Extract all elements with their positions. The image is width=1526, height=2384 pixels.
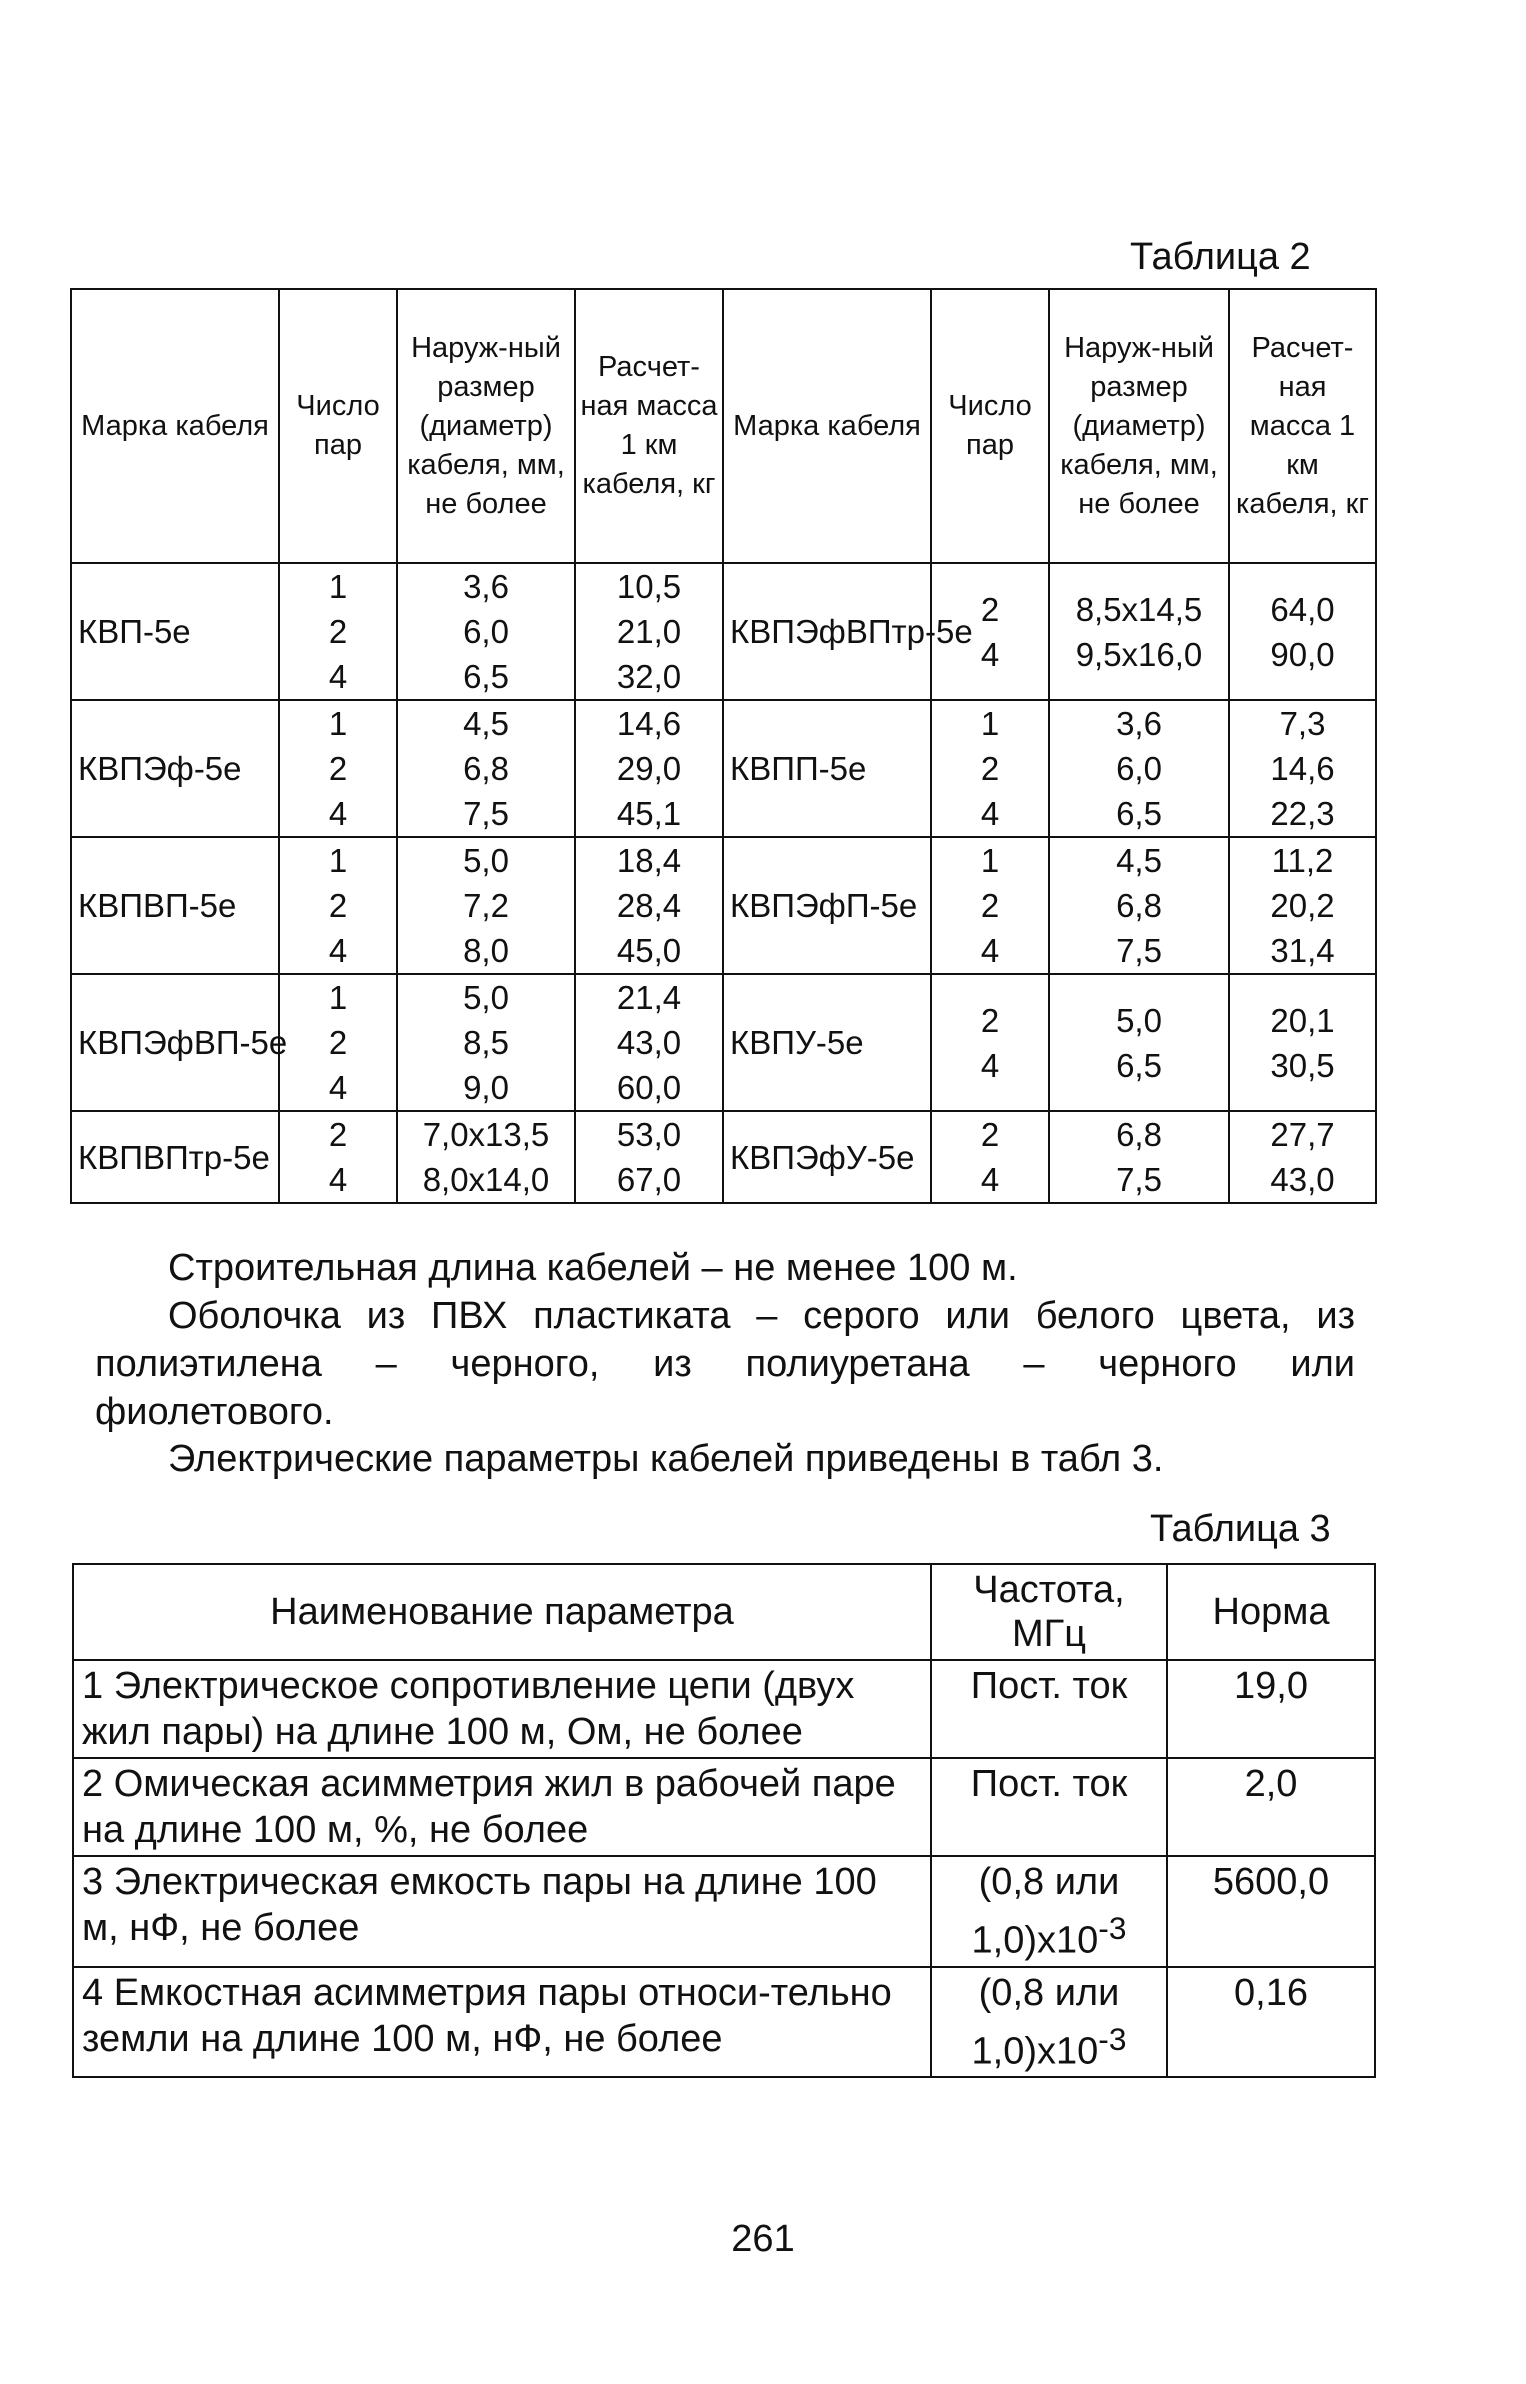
param-norm: 2,0 <box>1167 1758 1375 1856</box>
pair-count: 4 <box>980 932 1000 969</box>
frequency-exponent: -3 <box>1098 1910 1127 1946</box>
cable-brand: КВПЭфУ-5е <box>723 1111 931 1203</box>
pair-count-cell <box>279 1111 397 1203</box>
calc-mass: 21,0 <box>616 613 682 650</box>
outer-size: 7,2 <box>463 887 509 924</box>
header-frequency: Частота, МГц <box>931 1564 1167 1660</box>
pair-count: 1 <box>328 705 348 742</box>
calc-mass-cell <box>575 837 723 974</box>
calc-mass-cell <box>575 1111 723 1203</box>
outer-size: 6,0 <box>463 613 509 650</box>
calc-mass-cell <box>575 700 723 837</box>
pair-count: 2 <box>328 613 348 650</box>
outer-size: 9,0 <box>463 1069 509 1106</box>
header-pairs: Число пар <box>279 289 397 563</box>
pair-count: 4 <box>980 1161 1000 1198</box>
cable-brand: КВПП-5е <box>723 700 931 837</box>
frequency-value: (0,8 или 1,0)х10 <box>971 1971 1120 2073</box>
calc-mass: 27,7 <box>1270 1116 1335 1153</box>
outer-size-cell <box>1049 563 1229 700</box>
header-size: Наруж-ный размер (диаметр) кабеля, мм, не более <box>1049 289 1229 563</box>
pair-count: 1 <box>328 842 348 879</box>
cable-brand: КВПВПтр-5е <box>71 1111 279 1203</box>
outer-size: 8,0х14,0 <box>422 1161 550 1198</box>
param-name: 4 Емкостная асимметрия пары относи-тельно земли на длине 100 м, нФ, не более <box>73 1967 931 2078</box>
table3-caption: Таблица 3 <box>1150 1508 1331 1550</box>
header-param-name: Наименование параметра <box>73 1564 931 1660</box>
calc-mass: 32,0 <box>616 658 682 695</box>
pair-count: 4 <box>328 1069 348 1106</box>
table2-header-row <box>71 289 1376 563</box>
frequency-value: (0,8 или 1,0)х10 <box>971 1861 1120 1962</box>
pair-count-cell <box>279 700 397 837</box>
param-name: 3 Электрическая емкость пары на длине 100 м, нФ, не более <box>73 1856 931 1967</box>
calc-mass: 14,6 <box>1270 750 1335 787</box>
calc-mass: 30,5 <box>1270 1046 1335 1084</box>
outer-size-cell <box>1049 700 1229 837</box>
outer-size: 5,0 <box>1116 1001 1162 1039</box>
table2-caption: Таблица 2 <box>1130 236 1311 278</box>
header-brand: Марка кабеля <box>723 289 931 563</box>
table-row <box>73 1758 1375 1856</box>
pair-count: 1 <box>328 568 348 605</box>
cable-brand: КВПЭфВПтр-5е <box>723 563 931 700</box>
outer-size: 6,0 <box>1116 750 1162 787</box>
header-norm: Норма <box>1167 1564 1375 1660</box>
calc-mass: 28,4 <box>616 887 682 924</box>
calc-mass: 53,0 <box>616 1116 682 1153</box>
pair-count: 2 <box>980 1116 1000 1153</box>
pair-count-cell <box>931 700 1049 837</box>
outer-size: 5,0 <box>463 842 509 879</box>
outer-size: 6,5 <box>1116 1046 1162 1084</box>
pair-count-cell <box>931 837 1049 974</box>
outer-size-cell <box>397 700 575 837</box>
paragraph-sheath <box>95 1292 1355 1436</box>
pair-count-cell <box>279 563 397 700</box>
calc-mass: 14,6 <box>616 705 682 742</box>
outer-size-cell <box>1049 1111 1229 1203</box>
calc-mass-cell <box>575 563 723 700</box>
outer-size: 8,5х14,5 <box>1075 590 1203 628</box>
pair-count: 2 <box>328 750 348 787</box>
calc-mass-cell <box>1229 974 1376 1111</box>
outer-size: 6,5 <box>1116 795 1162 832</box>
outer-size: 7,5 <box>1116 932 1162 969</box>
param-frequency <box>931 1967 1167 2078</box>
outer-size: 7,0х13,5 <box>422 1116 550 1153</box>
paragraph-line: полиэтилена – черного, из полиуретана – черного или <box>95 1343 1355 1385</box>
header-brand: Марка кабеля <box>71 289 279 563</box>
outer-size-cell <box>1049 837 1229 974</box>
pair-count: 1 <box>328 979 348 1016</box>
calc-mass: 22,3 <box>1270 795 1335 832</box>
pair-count: 2 <box>328 1024 348 1061</box>
param-name: 2 Омическая асимметрия жил в рабочей паре на длине 100 м, %, не более <box>73 1758 931 1856</box>
outer-size: 6,8 <box>463 750 509 787</box>
frequency-exponent: -3 <box>1098 2020 1127 2057</box>
outer-size-cell <box>397 837 575 974</box>
param-frequency: Пост. ток <box>931 1660 1167 1758</box>
outer-size-cell <box>397 563 575 700</box>
outer-size-cell <box>397 974 575 1111</box>
calc-mass: 31,4 <box>1270 932 1335 969</box>
outer-size: 6,5 <box>463 658 509 695</box>
calc-mass: 45,1 <box>616 795 682 832</box>
table-row <box>71 1111 1376 1203</box>
outer-size: 6,8 <box>1116 1116 1162 1153</box>
outer-size: 3,6 <box>463 568 509 605</box>
table-row <box>71 563 1376 700</box>
calc-mass-cell <box>1229 563 1376 700</box>
outer-size-cell <box>1049 974 1229 1111</box>
paragraph-line: фиолетового. <box>95 1391 334 1433</box>
pair-count-cell <box>279 837 397 974</box>
calc-mass: 90,0 <box>1270 635 1335 673</box>
header-size: Наруж-ный размер (диаметр) кабеля, мм, не более <box>397 289 575 563</box>
cable-specs-table <box>70 288 1377 1204</box>
cable-brand: КВПЭфП-5е <box>723 837 931 974</box>
pair-count: 4 <box>980 635 1000 673</box>
calc-mass-cell <box>1229 1111 1376 1203</box>
paragraph-electrical: Электрические параметры кабелей приведены в табл 3. <box>168 1438 1164 1480</box>
param-norm: 19,0 <box>1167 1660 1375 1758</box>
pair-count-cell <box>931 974 1049 1111</box>
calc-mass: 45,0 <box>616 932 682 969</box>
param-frequency: Пост. ток <box>931 1758 1167 1856</box>
calc-mass: 10,5 <box>616 568 682 605</box>
pair-count: 4 <box>980 1046 1000 1084</box>
pair-count-cell <box>279 974 397 1111</box>
pair-count: 4 <box>328 658 348 695</box>
calc-mass-cell <box>1229 837 1376 974</box>
outer-size: 8,5 <box>463 1024 509 1061</box>
outer-size: 9,5х16,0 <box>1075 635 1203 673</box>
table3-header-row <box>73 1564 1375 1660</box>
calc-mass: 18,4 <box>616 842 682 879</box>
calc-mass: 64,0 <box>1270 590 1335 628</box>
cable-brand: КВПВП-5е <box>71 837 279 974</box>
pair-count: 4 <box>328 1161 348 1198</box>
pair-count: 2 <box>980 1001 1000 1039</box>
calc-mass: 7,3 <box>1279 705 1326 742</box>
table-row <box>73 1856 1375 1967</box>
calc-mass-cell <box>575 974 723 1111</box>
outer-size: 7,5 <box>1116 1161 1162 1198</box>
table-row <box>71 974 1376 1111</box>
header-mass: Расчет-ная масса 1 км кабеля, кг <box>575 289 723 563</box>
table-row <box>73 1967 1375 2078</box>
outer-size: 4,5 <box>1116 842 1162 879</box>
outer-size-cell <box>397 1111 575 1203</box>
pair-count: 2 <box>980 887 1000 924</box>
param-name: 1 Электрическое сопротивление цепи (двух жил пары) на длине 100 м, Ом, не более <box>73 1660 931 1758</box>
pair-count: 4 <box>980 795 1000 832</box>
outer-size: 7,5 <box>463 795 509 832</box>
page-number: 261 <box>731 2218 795 2260</box>
cable-brand: КВПЭф-5е <box>71 700 279 837</box>
param-frequency <box>931 1856 1167 1967</box>
calc-mass-cell <box>1229 700 1376 837</box>
cable-brand: КВПЭфВП-5е <box>71 974 279 1111</box>
calc-mass: 20,2 <box>1270 887 1335 924</box>
table-row <box>71 700 1376 837</box>
header-pairs: Число пар <box>931 289 1049 563</box>
pair-count: 4 <box>328 932 348 969</box>
outer-size: 3,6 <box>1116 705 1162 742</box>
outer-size: 6,8 <box>1116 887 1162 924</box>
table-row <box>71 837 1376 974</box>
paragraph-line: Оболочка из ПВХ пластиката – серого или белого цвета, из <box>168 1295 1355 1337</box>
cable-brand: КВП-5е <box>71 563 279 700</box>
electrical-params-table <box>72 1563 1376 2078</box>
pair-count: 4 <box>328 795 348 832</box>
pair-count: 2 <box>980 590 1000 628</box>
calc-mass: 11,2 <box>1271 842 1334 879</box>
header-mass: Расчет-ная масса 1 км кабеля, кг <box>1229 289 1376 563</box>
pair-count: 1 <box>980 842 1000 879</box>
pair-count-cell <box>931 1111 1049 1203</box>
calc-mass: 43,0 <box>616 1024 682 1061</box>
outer-size: 4,5 <box>463 705 509 742</box>
calc-mass: 60,0 <box>616 1069 682 1106</box>
calc-mass: 67,0 <box>616 1161 682 1198</box>
param-norm: 5600,0 <box>1167 1856 1375 1967</box>
calc-mass: 43,0 <box>1270 1161 1335 1198</box>
outer-size: 5,0 <box>463 979 509 1016</box>
calc-mass: 21,4 <box>616 979 682 1016</box>
cable-brand: КВПУ-5е <box>723 974 931 1111</box>
pair-count: 2 <box>980 750 1000 787</box>
param-norm: 0,16 <box>1167 1967 1375 2078</box>
calc-mass: 20,1 <box>1270 1001 1335 1039</box>
pair-count: 1 <box>980 705 1000 742</box>
pair-count: 2 <box>328 887 348 924</box>
pair-count: 2 <box>328 1116 348 1153</box>
table-row <box>73 1660 1375 1758</box>
outer-size: 8,0 <box>463 932 509 969</box>
paragraph-length: Строительная длина кабелей – не менее 100 м. <box>168 1247 1018 1289</box>
calc-mass: 29,0 <box>616 750 682 787</box>
